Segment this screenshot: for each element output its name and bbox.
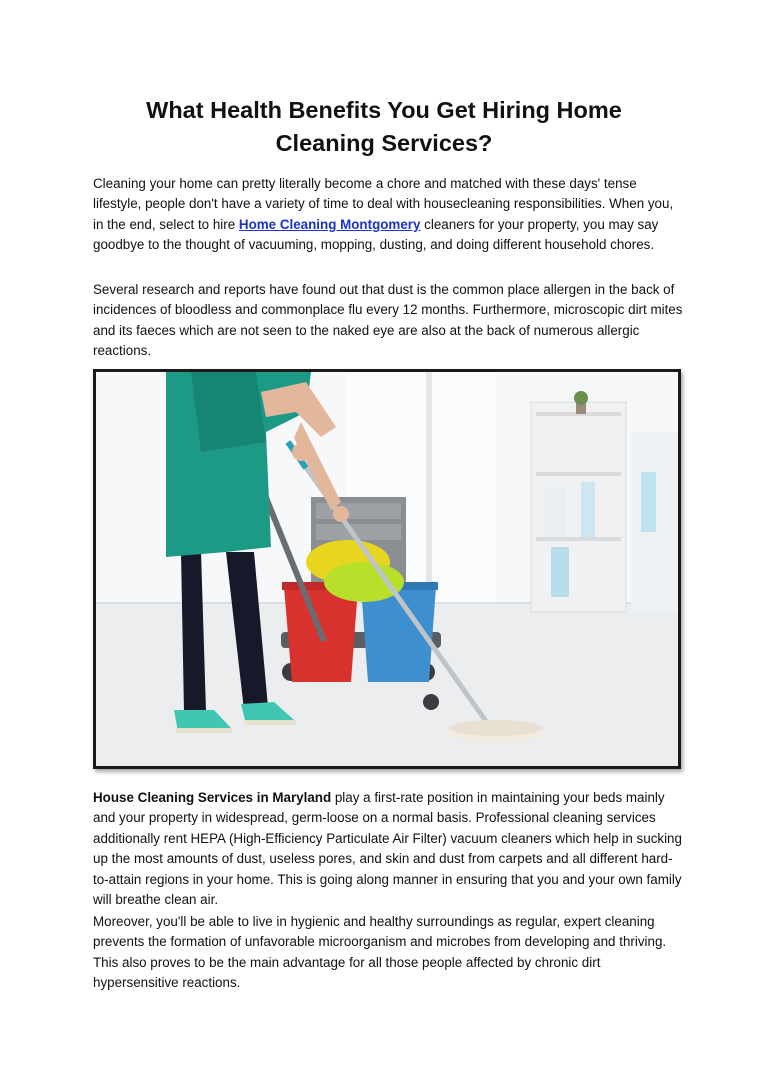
paragraph-house-cleaning [93, 788, 683, 910]
paragraph-research: Several research and reports have found out that dust is the common place allergen in the back of incidences of bloodless and commonplace flu every 12 months. Furthermore, microscopic dirt mites and its faeces which are not seen to the naked eye are also at the back of numerous allergic reactions. [93, 282, 683, 359]
paragraph-hygiene: Moreover, you'll be able to live in hygienic and healthy surroundings as regular, expert cleaning prevents the formation of unfavorable microorganism and microbes from developing and thriving. This also proves to be the main advantage for all those people affected by chronic dirt hypersensitive reactions. [93, 914, 667, 991]
paragraph-intro [93, 174, 683, 256]
home-cleaning-montgomery-link[interactable]: Home Cleaning Montgomery [238, 216, 421, 232]
house-cleaning-maryland-bold: House Cleaning Services in Maryland [93, 790, 332, 805]
page-title [96, 94, 672, 160]
title-line-2: Cleaning Services? [275, 130, 493, 156]
paragraph-intro-text-start: Cleaning your home can pretty literally become a chore and matched with these days' tense lifestyle, people don't have a variety of time to deal with housecleaning responsibilities. When you, in the end, select to hire [93, 176, 674, 232]
title-line-1: What Health Benefits You Get Hiring Home [146, 97, 622, 123]
paragraph-house-cleaning-text: play a first-rate position in maintaining your beds mainly and your property in widespread, germ-loose on a normal basis. Professional cleaning services additionally rent HEPA (High-Efficiency Particulate Air Filter) vacuum cleaners which help in sucking up the most amounts of dust, useless pores, and skin and dust from carpets and all different hard-to-attain regions in your home. This is going along manner in ensuring that you and your own family will breathe clean air. [93, 790, 682, 908]
cleaning-woman-photo [93, 369, 681, 769]
paragraph-intro-text-end: cleaners for your property, you may say goodbye to the thought of vacuuming, mopping, dusting, and doing different household chores. [93, 216, 659, 253]
